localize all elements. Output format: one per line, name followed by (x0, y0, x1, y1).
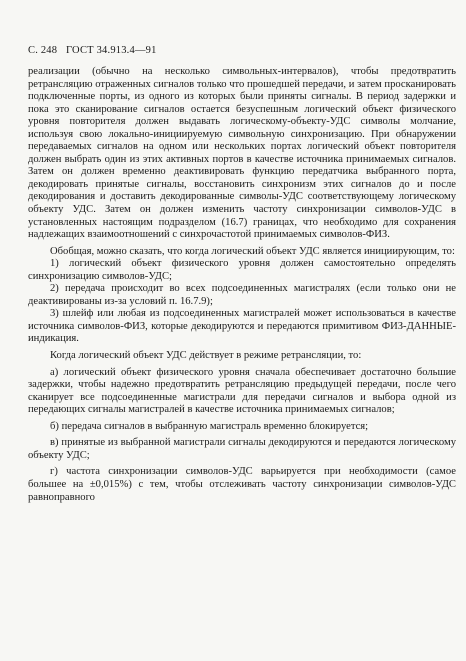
list-item: в) принятые из выбранной магистрали сигналы декодируются и передаются логическому объекту УДС; (28, 437, 456, 461)
page-header (28, 45, 163, 56)
list-item: г) частота синхронизации символов-УДС варьируется при необходимости (самое большее на ±0,015%) с тем, чтобы отслеживать частоту синхронизации символов-УДС равноправного (28, 466, 456, 503)
list-item: а) логический объект физического уровня сначала обеспечивает достаточно большие задержки, чтобы надежно предотвратить ретрансляцию предыдущей передачи, после чего сканирует все подсоединенные магистрали для передачи сигналов и выбора одной из передающих сигналы магистралей в качестве источника принимаемых сигналов; (28, 366, 456, 416)
list-item: 2) передача происходит во всех подсоединенных магистралях (если только они не деактивированы из-за условий п. 16.7.9); (28, 283, 456, 307)
list-item: б) передача сигналов в выбранную магистраль временно блокируется; (50, 420, 369, 432)
page-number: С. 248 (28, 45, 58, 56)
paragraph: Обобщая, можно сказать, что когда логический объект УДС является инициирующим, то: (50, 245, 455, 257)
paragraph: Когда логический объект УДС действует в режиме ретрансляции, то: (50, 350, 362, 362)
list-item: 1) логический объект физического уровня должен самостоятельно определять синхронизацию символов-УДС; (28, 258, 456, 282)
paragraph: реализации (обычно на несколько символьных-интервалов), чтобы предотвратить ретрансляцию отраженных сигналов только что прошедшей передачи, и затем просканировать подключенные порты, из одного из которых были приняты сигналы. В период задержки и пока это сканирование сигналов остается безуспешным логический объект физического уровня повторителя должен выдавать логическому-объекту-УДС символы молчание, используя свою локально-инициируемую символьную синхронизацию. При обнаружении передаваемых сигналов на одном или нескольких портах логический объект повторителя должен выбрать один из этих активных портов в качестве источника принимаемых сигналов. Затем он должен временно деактивировать функцию передатчика выбранного порта, декодировать принятые сигналы, восстановить синхронизм этих сигналов до и после декодирования и доставить декодированные символы-УДС соответствующему логическому объекту УДС. Затем он должен изменить частоту синхронизации символов-УДС в установленных настоящим подразделом (16.7) границах, что необходимо для сохранения надлежащих взаимоотношений с синхрочастотой принимаемых символов-ФИЗ. (28, 66, 456, 241)
document-body (28, 66, 456, 504)
list-item: 3) шлейф или любая из подсоединенных магистралей может использоваться в качестве источника символов-ФИЗ, которые декодируются и передаются примитивом ФИЗ-ДАННЫЕ-индикация. (28, 308, 456, 345)
standard-designation: ГОСТ 34.913.4—91 (66, 45, 157, 56)
